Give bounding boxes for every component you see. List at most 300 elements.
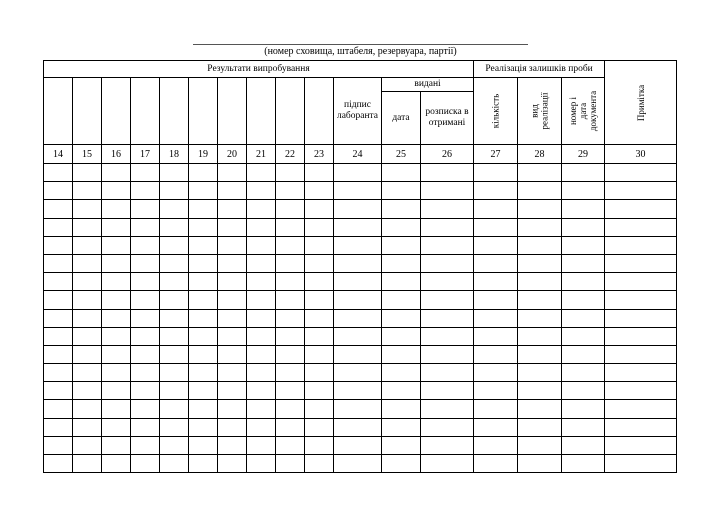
table-cell[interactable] — [562, 418, 605, 436]
table-cell[interactable] — [131, 382, 160, 400]
table-cell[interactable] — [562, 382, 605, 400]
table-cell[interactable] — [189, 400, 218, 418]
table-cell[interactable] — [562, 236, 605, 254]
table-cell[interactable] — [131, 164, 160, 182]
table-cell[interactable] — [102, 218, 131, 236]
table-cell[interactable] — [44, 364, 73, 382]
table-cell[interactable] — [160, 254, 189, 272]
table-cell[interactable] — [131, 309, 160, 327]
table-cell[interactable] — [44, 273, 73, 291]
table-cell[interactable] — [474, 309, 518, 327]
table-cell[interactable] — [421, 309, 474, 327]
table-cell[interactable] — [518, 382, 562, 400]
table-cell[interactable] — [102, 455, 131, 473]
table-cell[interactable] — [44, 236, 73, 254]
table-row — [44, 218, 677, 236]
table-cell[interactable] — [189, 236, 218, 254]
table-cell[interactable] — [218, 291, 247, 309]
table-cell[interactable] — [73, 309, 102, 327]
table-cell[interactable] — [73, 218, 102, 236]
table-cell[interactable] — [73, 400, 102, 418]
table-cell[interactable] — [382, 182, 421, 200]
table-cell[interactable] — [276, 455, 305, 473]
table-cell[interactable] — [605, 327, 677, 345]
table-cell[interactable] — [218, 309, 247, 327]
table-cell[interactable] — [305, 273, 334, 291]
table-cell[interactable] — [73, 418, 102, 436]
table-cell[interactable] — [160, 327, 189, 345]
table-cell[interactable] — [305, 345, 334, 363]
table-cell[interactable] — [160, 218, 189, 236]
table-cell[interactable] — [218, 400, 247, 418]
table-cell[interactable] — [562, 218, 605, 236]
table-cell[interactable] — [605, 309, 677, 327]
table-cell[interactable] — [102, 182, 131, 200]
table-cell[interactable] — [518, 273, 562, 291]
table-cell[interactable] — [474, 218, 518, 236]
table-cell[interactable] — [189, 309, 218, 327]
table-cell[interactable] — [605, 382, 677, 400]
table-cell[interactable] — [131, 436, 160, 454]
table-cell[interactable] — [305, 218, 334, 236]
column-number-30: 30 — [605, 145, 677, 164]
table-cell[interactable] — [73, 291, 102, 309]
table-cell[interactable] — [474, 364, 518, 382]
table-cell[interactable] — [218, 254, 247, 272]
table-cell[interactable] — [276, 273, 305, 291]
table-cell[interactable] — [247, 236, 276, 254]
table-cell[interactable] — [305, 291, 334, 309]
table-cell[interactable] — [334, 345, 382, 363]
table-cell[interactable] — [605, 291, 677, 309]
table-cell[interactable] — [218, 236, 247, 254]
table-cell[interactable] — [131, 455, 160, 473]
table-cell[interactable] — [189, 436, 218, 454]
table-cell[interactable] — [305, 236, 334, 254]
table-cell[interactable] — [160, 345, 189, 363]
table-cell[interactable] — [102, 327, 131, 345]
table-cell[interactable] — [334, 164, 382, 182]
table-cell[interactable] — [305, 418, 334, 436]
table-cell[interactable] — [605, 236, 677, 254]
table-cell[interactable] — [131, 182, 160, 200]
table-cell[interactable] — [605, 418, 677, 436]
table-cell[interactable] — [334, 218, 382, 236]
table-cell[interactable] — [189, 455, 218, 473]
header-blank-21 — [247, 78, 276, 145]
table-cell[interactable] — [605, 164, 677, 182]
table-cell[interactable] — [562, 200, 605, 218]
table-cell[interactable] — [160, 164, 189, 182]
table-cell[interactable] — [276, 200, 305, 218]
table-cell[interactable] — [247, 218, 276, 236]
table-cell[interactable] — [518, 327, 562, 345]
table-cell[interactable] — [305, 382, 334, 400]
table-cell[interactable] — [382, 200, 421, 218]
table-cell[interactable] — [44, 455, 73, 473]
table-cell[interactable] — [102, 291, 131, 309]
table-cell[interactable] — [518, 400, 562, 418]
table-cell[interactable] — [73, 164, 102, 182]
table-cell[interactable] — [421, 327, 474, 345]
table-cell[interactable] — [421, 254, 474, 272]
table-cell[interactable] — [247, 273, 276, 291]
table-cell[interactable] — [518, 236, 562, 254]
table-cell[interactable] — [247, 182, 276, 200]
table-cell[interactable] — [160, 273, 189, 291]
table-cell[interactable] — [474, 455, 518, 473]
table-cell[interactable] — [247, 364, 276, 382]
table-cell[interactable] — [218, 273, 247, 291]
table-cell[interactable] — [334, 364, 382, 382]
table-cell[interactable] — [189, 200, 218, 218]
table-cell[interactable] — [276, 400, 305, 418]
table-cell[interactable] — [421, 418, 474, 436]
table-cell[interactable] — [44, 200, 73, 218]
table-cell[interactable] — [382, 436, 421, 454]
table-cell[interactable] — [276, 436, 305, 454]
table-cell[interactable] — [218, 364, 247, 382]
table-cell[interactable] — [305, 309, 334, 327]
table-cell[interactable] — [73, 382, 102, 400]
table-cell[interactable] — [605, 345, 677, 363]
table-cell[interactable] — [562, 291, 605, 309]
table-cell[interactable] — [73, 254, 102, 272]
table-cell[interactable] — [73, 364, 102, 382]
table-cell[interactable] — [305, 364, 334, 382]
table-cell[interactable] — [334, 200, 382, 218]
table-cell[interactable] — [73, 273, 102, 291]
table-cell[interactable] — [334, 436, 382, 454]
table-cell[interactable] — [334, 400, 382, 418]
table-cell[interactable] — [382, 218, 421, 236]
table-cell[interactable] — [562, 436, 605, 454]
table-cell[interactable] — [382, 382, 421, 400]
table-cell[interactable] — [605, 273, 677, 291]
table-cell[interactable] — [131, 218, 160, 236]
table-cell[interactable] — [189, 182, 218, 200]
table-cell[interactable] — [276, 364, 305, 382]
table-cell[interactable] — [218, 182, 247, 200]
table-cell[interactable] — [131, 236, 160, 254]
table-cell[interactable] — [334, 309, 382, 327]
table-cell[interactable] — [334, 455, 382, 473]
table-cell[interactable] — [44, 345, 73, 363]
table-cell[interactable] — [334, 182, 382, 200]
table-cell[interactable] — [605, 436, 677, 454]
table-cell[interactable] — [518, 436, 562, 454]
table-cell[interactable] — [44, 327, 73, 345]
table-cell[interactable] — [247, 291, 276, 309]
table-cell[interactable] — [276, 182, 305, 200]
table-cell[interactable] — [421, 455, 474, 473]
table-cell[interactable] — [518, 254, 562, 272]
table-cell[interactable] — [518, 164, 562, 182]
table-cell[interactable] — [518, 200, 562, 218]
table-cell[interactable] — [421, 345, 474, 363]
table-cell[interactable] — [305, 327, 334, 345]
table-cell[interactable] — [247, 164, 276, 182]
table-cell[interactable] — [102, 418, 131, 436]
table-cell[interactable] — [44, 309, 73, 327]
table-cell[interactable] — [102, 273, 131, 291]
table-cell[interactable] — [474, 273, 518, 291]
table-cell[interactable] — [605, 455, 677, 473]
table-cell[interactable] — [44, 418, 73, 436]
table-cell[interactable] — [562, 273, 605, 291]
table-cell[interactable] — [131, 254, 160, 272]
table-cell[interactable] — [382, 455, 421, 473]
table-cell[interactable] — [44, 164, 73, 182]
table-cell[interactable] — [218, 345, 247, 363]
table-cell[interactable] — [189, 291, 218, 309]
table-cell[interactable] — [421, 436, 474, 454]
table-cell[interactable] — [131, 273, 160, 291]
table-cell[interactable] — [189, 382, 218, 400]
table-cell[interactable] — [189, 327, 218, 345]
table-cell[interactable] — [247, 436, 276, 454]
table-cell[interactable] — [218, 455, 247, 473]
table-cell[interactable] — [131, 400, 160, 418]
table-cell[interactable] — [474, 182, 518, 200]
table-cell[interactable] — [160, 418, 189, 436]
table-cell[interactable] — [160, 182, 189, 200]
table-cell[interactable] — [334, 236, 382, 254]
table-cell[interactable] — [247, 418, 276, 436]
table-cell[interactable] — [305, 200, 334, 218]
header-doc-number-date — [562, 78, 605, 145]
table-cell[interactable] — [276, 218, 305, 236]
table-cell[interactable] — [421, 236, 474, 254]
table-cell[interactable] — [562, 327, 605, 345]
table-cell[interactable] — [276, 327, 305, 345]
table-cell[interactable] — [474, 236, 518, 254]
table-cell[interactable] — [334, 327, 382, 345]
table-cell[interactable] — [518, 455, 562, 473]
table-cell[interactable] — [131, 418, 160, 436]
table-cell[interactable] — [474, 345, 518, 363]
table-cell[interactable] — [160, 200, 189, 218]
table-cell[interactable] — [73, 236, 102, 254]
table-cell[interactable] — [102, 164, 131, 182]
table-cell[interactable] — [421, 382, 474, 400]
table-cell[interactable] — [276, 236, 305, 254]
table-cell[interactable] — [562, 345, 605, 363]
table-cell[interactable] — [218, 436, 247, 454]
table-cell[interactable] — [102, 436, 131, 454]
table-cell[interactable] — [474, 291, 518, 309]
table-cell[interactable] — [189, 254, 218, 272]
table-row — [44, 345, 677, 363]
table-cell[interactable] — [382, 309, 421, 327]
column-number-16: 16 — [102, 145, 131, 164]
table-cell[interactable] — [474, 382, 518, 400]
table-cell[interactable] — [218, 382, 247, 400]
table-cell[interactable] — [276, 291, 305, 309]
table-cell[interactable] — [73, 200, 102, 218]
table-cell[interactable] — [160, 382, 189, 400]
table-cell[interactable] — [44, 291, 73, 309]
table-cell[interactable] — [189, 364, 218, 382]
table-cell[interactable] — [382, 345, 421, 363]
table-cell[interactable] — [189, 218, 218, 236]
table-cell[interactable] — [562, 364, 605, 382]
table-cell[interactable] — [334, 382, 382, 400]
table-cell[interactable] — [562, 455, 605, 473]
table-cell[interactable] — [605, 182, 677, 200]
table-cell[interactable] — [218, 164, 247, 182]
table-cell[interactable] — [160, 400, 189, 418]
table-cell[interactable] — [474, 400, 518, 418]
table-cell[interactable] — [518, 182, 562, 200]
table-cell[interactable] — [562, 254, 605, 272]
table-cell[interactable] — [605, 364, 677, 382]
table-cell[interactable] — [131, 364, 160, 382]
table-cell[interactable] — [305, 254, 334, 272]
table-cell[interactable] — [189, 345, 218, 363]
table-cell[interactable] — [474, 436, 518, 454]
table-cell[interactable] — [102, 254, 131, 272]
table-cell[interactable] — [218, 418, 247, 436]
table-cell[interactable] — [421, 182, 474, 200]
table-cell[interactable] — [102, 382, 131, 400]
table-cell[interactable] — [247, 455, 276, 473]
table-cell[interactable] — [102, 364, 131, 382]
table-cell[interactable] — [160, 455, 189, 473]
table-row — [44, 327, 677, 345]
table-cell[interactable] — [562, 182, 605, 200]
table-cell[interactable] — [334, 273, 382, 291]
table-cell[interactable] — [334, 291, 382, 309]
table-cell[interactable] — [474, 164, 518, 182]
table-cell[interactable] — [474, 418, 518, 436]
table-row — [44, 455, 677, 473]
table-cell[interactable] — [102, 200, 131, 218]
table-cell[interactable] — [102, 400, 131, 418]
table-cell[interactable] — [334, 254, 382, 272]
column-number-21: 21 — [247, 145, 276, 164]
table-cell[interactable] — [44, 254, 73, 272]
table-cell[interactable] — [247, 345, 276, 363]
table-cell[interactable] — [44, 182, 73, 200]
table-cell[interactable] — [131, 345, 160, 363]
table-cell[interactable] — [73, 345, 102, 363]
table-cell[interactable] — [131, 200, 160, 218]
table-cell[interactable] — [382, 236, 421, 254]
table-cell[interactable] — [474, 327, 518, 345]
table-cell[interactable] — [421, 364, 474, 382]
table-cell[interactable] — [44, 218, 73, 236]
table-cell[interactable] — [382, 400, 421, 418]
table-cell[interactable] — [421, 291, 474, 309]
table-cell[interactable] — [218, 327, 247, 345]
table-cell[interactable] — [189, 418, 218, 436]
table-cell[interactable] — [247, 200, 276, 218]
table-cell[interactable] — [305, 455, 334, 473]
table-cell[interactable] — [605, 200, 677, 218]
table-cell[interactable] — [44, 400, 73, 418]
table-cell[interactable] — [421, 200, 474, 218]
table-cell[interactable] — [605, 400, 677, 418]
table-cell[interactable] — [189, 273, 218, 291]
table-cell[interactable] — [518, 364, 562, 382]
header-blank-20 — [218, 78, 247, 145]
table-cell[interactable] — [421, 273, 474, 291]
table-cell[interactable] — [474, 254, 518, 272]
table-cell[interactable] — [518, 418, 562, 436]
table-cell[interactable] — [276, 164, 305, 182]
table-cell[interactable] — [102, 345, 131, 363]
table-cell[interactable] — [305, 436, 334, 454]
table-cell[interactable] — [131, 327, 160, 345]
table-cell[interactable] — [382, 254, 421, 272]
table-cell[interactable] — [276, 254, 305, 272]
table-cell[interactable] — [247, 327, 276, 345]
table-cell[interactable] — [160, 364, 189, 382]
table-cell[interactable] — [605, 254, 677, 272]
table-cell[interactable] — [44, 436, 73, 454]
table-cell[interactable] — [382, 327, 421, 345]
table-cell[interactable] — [305, 182, 334, 200]
table-cell[interactable] — [160, 309, 189, 327]
table-cell[interactable] — [247, 400, 276, 418]
table-cell[interactable] — [518, 345, 562, 363]
table-cell[interactable] — [305, 400, 334, 418]
table-cell[interactable] — [518, 218, 562, 236]
table-cell[interactable] — [382, 164, 421, 182]
table-cell[interactable] — [247, 254, 276, 272]
table-cell[interactable] — [218, 200, 247, 218]
table-cell[interactable] — [421, 400, 474, 418]
table-cell[interactable] — [276, 345, 305, 363]
table-cell[interactable] — [276, 382, 305, 400]
table-cell[interactable] — [421, 164, 474, 182]
table-cell[interactable] — [73, 455, 102, 473]
table-cell[interactable] — [73, 436, 102, 454]
table-cell[interactable] — [382, 418, 421, 436]
table-cell[interactable] — [160, 291, 189, 309]
table-cell[interactable] — [562, 309, 605, 327]
table-cell[interactable] — [421, 218, 474, 236]
table-cell[interactable] — [189, 164, 218, 182]
table-cell[interactable] — [73, 327, 102, 345]
table-cell[interactable] — [44, 382, 73, 400]
table-cell[interactable] — [131, 291, 160, 309]
table-cell[interactable] — [276, 309, 305, 327]
table-cell[interactable] — [382, 273, 421, 291]
table-cell[interactable] — [305, 164, 334, 182]
table-cell[interactable] — [382, 291, 421, 309]
table-cell[interactable] — [276, 418, 305, 436]
table-cell[interactable] — [562, 164, 605, 182]
table-cell[interactable] — [518, 291, 562, 309]
table-cell[interactable] — [562, 400, 605, 418]
table-row — [44, 164, 677, 182]
table-cell[interactable] — [160, 236, 189, 254]
table-cell[interactable] — [218, 218, 247, 236]
table-cell[interactable] — [382, 364, 421, 382]
table-cell[interactable] — [247, 382, 276, 400]
table-cell[interactable] — [102, 309, 131, 327]
table-cell[interactable] — [160, 436, 189, 454]
table-cell[interactable] — [334, 418, 382, 436]
table-cell[interactable] — [518, 309, 562, 327]
table-cell[interactable] — [102, 236, 131, 254]
table-cell[interactable] — [474, 200, 518, 218]
table-cell[interactable] — [605, 218, 677, 236]
table-cell[interactable] — [247, 309, 276, 327]
table-cell[interactable] — [73, 182, 102, 200]
